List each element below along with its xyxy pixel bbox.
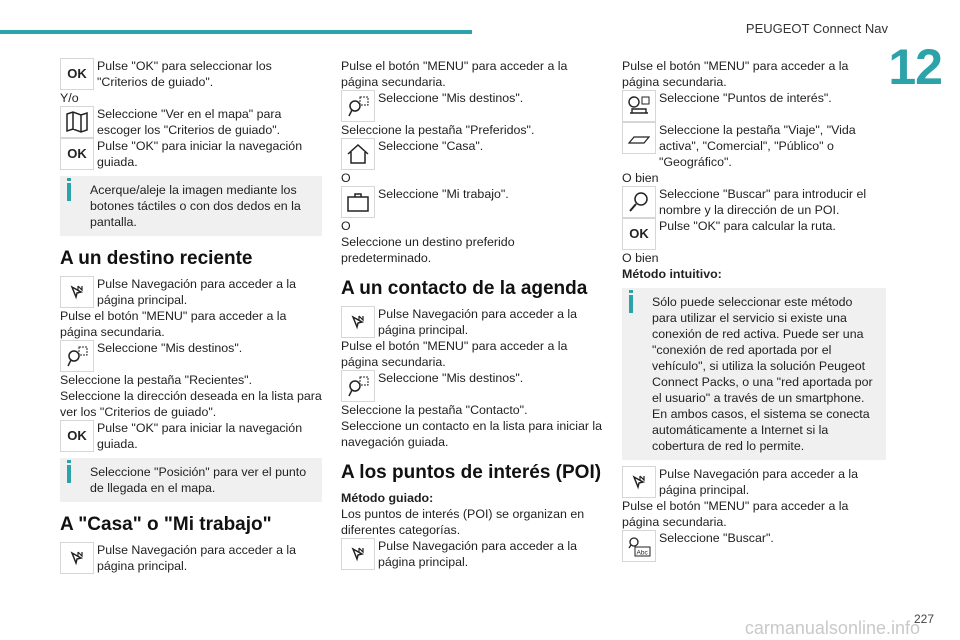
step-text: Pulse "OK" para iniciar la navegación guiada.: [97, 421, 303, 451]
step-row: [60, 106, 322, 138]
info-note: [60, 458, 322, 502]
step-row: [60, 420, 322, 452]
conjunction-text: O bien: [622, 251, 659, 265]
column-1: [60, 58, 322, 574]
method-label: Método intuitivo:: [622, 267, 722, 281]
step-row: [622, 218, 886, 250]
ok-button-icon: OK: [60, 138, 94, 170]
search-text-icon: [622, 530, 656, 562]
step-text: Seleccione la pestaña "Viaje", "Vida activa", "Comercial", "Público" o "Geográfico".: [659, 123, 856, 169]
header-accent-bar: [0, 30, 472, 34]
my-destinations-icon: [60, 340, 94, 372]
svg-text:Abc: Abc: [636, 549, 648, 557]
map-icon: [60, 106, 94, 138]
step-text: Pulse el botón "MENU" para acceder a la página secundaria.: [341, 59, 568, 89]
step-text: Seleccione "Mis destinos".: [97, 341, 243, 355]
step-text: Los puntos de interés (POI) se organizan en diferentes categorías.: [341, 507, 585, 537]
step-row: [60, 276, 322, 308]
conjunction-text: O: [341, 171, 351, 185]
note-text: Acerque/aleje la imagen mediante los botones táctiles o con dos dedos en la pantalla.: [90, 183, 301, 229]
my-destinations-icon: [341, 90, 375, 122]
step-text: Pulse Navegación para acceder a la página principal.: [97, 543, 297, 573]
briefcase-icon: [341, 186, 375, 218]
note-text: Seleccione "Posición" para ver el punto de llegada en el mapa.: [90, 465, 307, 495]
step-text: Pulse "OK" para calcular la ruta.: [659, 219, 836, 233]
step-row: [341, 306, 605, 338]
step-row: [60, 58, 322, 90]
section-heading: A "Casa" o "Mi trabajo": [60, 514, 272, 535]
step-text: Seleccione la dirección deseada en la lista para ver los "Criterios de guiado".: [60, 389, 322, 419]
header-title: PEUGEOT Connect Nav: [745, 21, 888, 36]
info-note: [622, 288, 886, 460]
method-label: Método guiado:: [341, 491, 434, 505]
step-text: Pulse el botón "MENU" para acceder a la página secundaria.: [622, 59, 849, 89]
step-text: Seleccione "Mis destinos".: [378, 371, 524, 385]
step-text: Seleccione "Ver en el mapa" para escoger los "Criterios de guiado".: [97, 107, 282, 137]
navigation-icon: [60, 276, 94, 308]
step-row: [622, 530, 886, 562]
watermark: carmanualsonline.info: [744, 618, 920, 638]
column-2: [341, 58, 605, 570]
step-row: [341, 538, 605, 570]
my-destinations-icon: [341, 370, 375, 402]
step-row: [341, 90, 605, 122]
section-heading: A un destino reciente: [60, 248, 253, 269]
ok-button-icon: OK: [622, 218, 656, 250]
step-text: Seleccione la pestaña "Contacto".: [341, 403, 528, 417]
step-text: Seleccione "Casa".: [378, 139, 484, 153]
ok-button-icon: OK: [60, 420, 94, 452]
step-row: [60, 542, 322, 574]
navigation-icon: [341, 306, 375, 338]
step-text: Pulse Navegación para acceder a la página principal.: [97, 277, 297, 307]
step-row: [60, 138, 322, 170]
step-row: [341, 186, 605, 218]
step-text: Pulse el botón "MENU" para acceder a la página secundaria.: [622, 499, 849, 529]
step-text: Seleccione la pestaña "Preferidos".: [341, 123, 535, 137]
conjunction-text: Y/o: [60, 91, 79, 105]
info-note: [60, 176, 322, 236]
step-text: Pulse el botón "MENU" para acceder a la página secundaria.: [341, 339, 568, 369]
step-text: Seleccione "Puntos de interés".: [659, 91, 832, 105]
navigation-icon: [341, 538, 375, 570]
step-text: Seleccione "Mis destinos".: [378, 91, 524, 105]
ok-button-icon: OK: [60, 58, 94, 90]
search-icon: [622, 186, 656, 218]
step-row: [341, 370, 605, 402]
step-text: Seleccione "Mi trabajo".: [378, 187, 509, 201]
info-icon: [67, 183, 71, 201]
page-number: 227: [913, 612, 934, 626]
step-row: [622, 122, 886, 170]
info-icon: [67, 465, 71, 483]
step-text: Seleccione un destino preferido predeterminado.: [341, 235, 515, 265]
navigation-icon: [60, 542, 94, 574]
column-3: [622, 58, 886, 562]
home-icon: [341, 138, 375, 170]
navigation-icon: [622, 466, 656, 498]
section-heading: A un contacto de la agenda: [341, 278, 588, 299]
chapter-number: 12: [888, 39, 942, 95]
step-row: [622, 466, 886, 498]
step-text: Pulse el botón "MENU" para acceder a la página secundaria.: [60, 309, 287, 339]
info-icon: [629, 295, 633, 313]
step-text: Pulse "OK" para iniciar la navegación guiada.: [97, 139, 303, 169]
step-text: Pulse Navegación para acceder a la página principal.: [659, 467, 859, 497]
step-row: [60, 340, 322, 372]
tabs-icon: [622, 122, 656, 154]
step-row: [622, 90, 886, 122]
step-text: Pulse Navegación para acceder a la página principal.: [378, 307, 578, 337]
step-text: Seleccione "Buscar" para introducir el nombre y la dirección de un POI.: [659, 187, 867, 217]
step-text: Seleccione la pestaña "Recientes".: [60, 373, 253, 387]
points-of-interest-icon: [622, 90, 656, 122]
section-heading: A los puntos de interés (POI): [341, 462, 602, 483]
step-text: Seleccione un contacto en la lista para iniciar la navegación guiada.: [341, 419, 603, 449]
conjunction-text: O: [341, 219, 351, 233]
step-text: Pulse Navegación para acceder a la página principal.: [378, 539, 578, 569]
step-row: [341, 138, 605, 170]
conjunction-text: O bien: [622, 171, 659, 185]
step-text: Seleccione "Buscar".: [659, 531, 774, 545]
step-text: Pulse "OK" para seleccionar los "Criterios de guiado".: [97, 59, 272, 89]
note-text: Sólo puede seleccionar este método para utilizar el servicio si existe una conexión de red activa. Puede ser una "conexión de red aportada por el vehículo", si utiliza la solución Peugeot Connect Packs, o una "red aportada por el usuario" a través de un smartphone. En ambos casos, el sistema se conecta automáticamente a Internet si la cobertura de red lo permite.: [652, 295, 873, 453]
step-row: [622, 186, 886, 218]
